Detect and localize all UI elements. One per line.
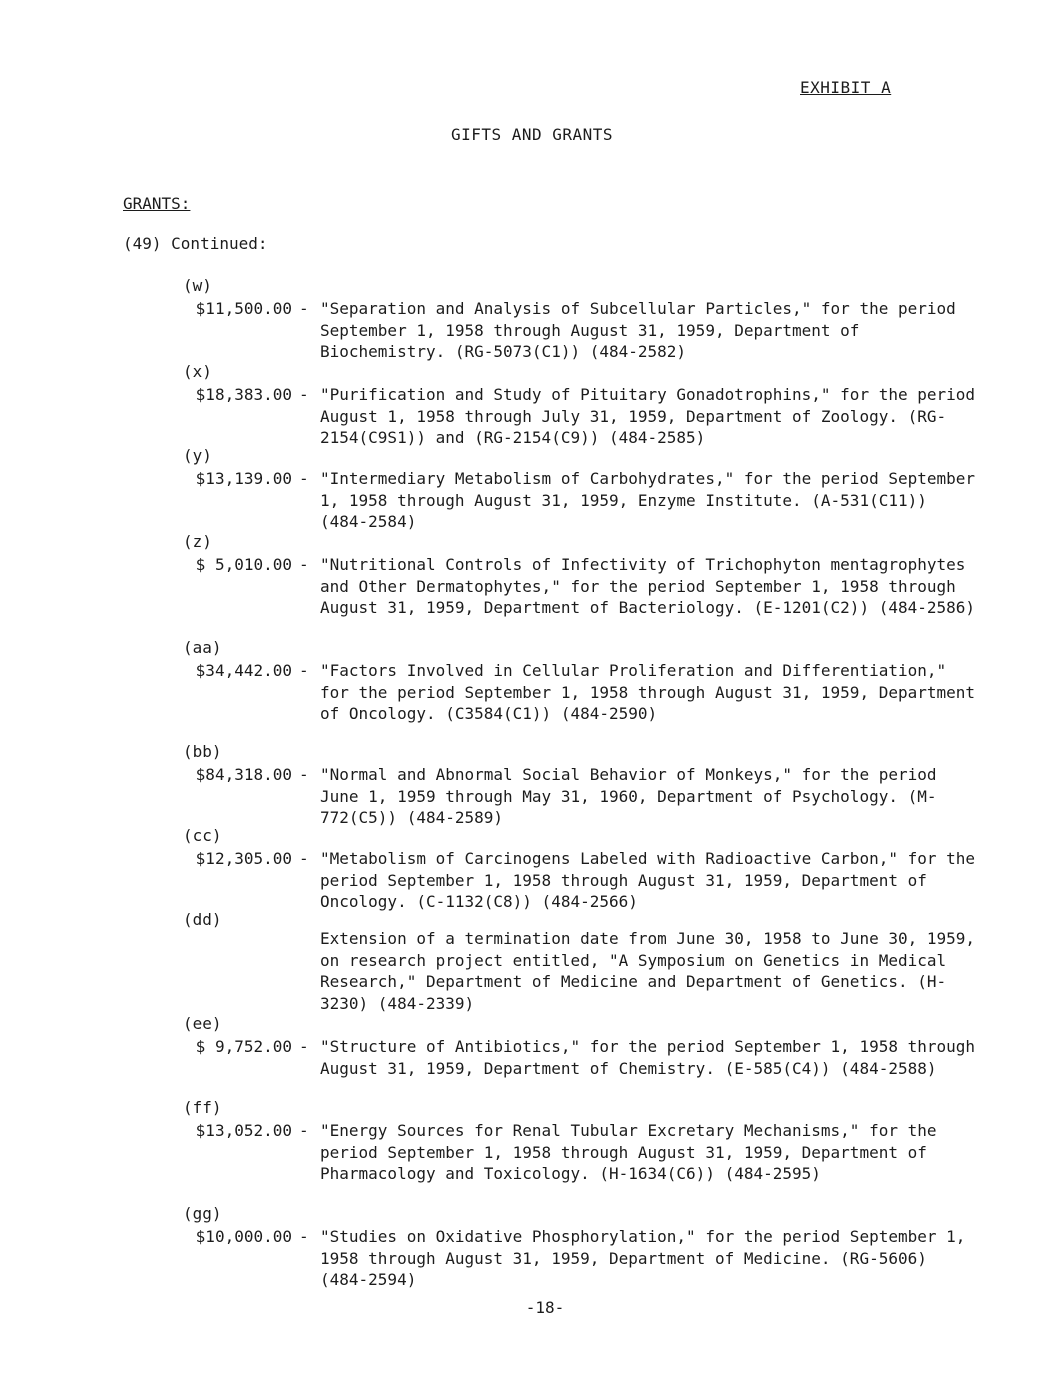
entry-description: "Factors Involved in Cellular Proliferation and Differentiation," for the period September 1, 1958 through August 31, 1959, Department of Oncology. (C3584(C1)) (484-2590) bbox=[320, 661, 976, 723]
entry-description: "Energy Sources for Renal Tubular Excretary Mechanisms," for the period September 1, 1958 through August 31, 1959, Department of Pharmacology and Toxicology. (H-1634(C6)) (484-2595) bbox=[320, 1121, 937, 1183]
entry-dash: - bbox=[299, 849, 309, 868]
section-heading: GRANTS: bbox=[123, 194, 191, 213]
entry-dash: - bbox=[299, 555, 309, 574]
entry-letter: (bb) bbox=[183, 742, 222, 761]
entry-amount: $12,305.00 bbox=[195, 849, 292, 868]
entry-dash: - bbox=[299, 1227, 309, 1246]
entry-dash: - bbox=[299, 1037, 309, 1056]
entry-dash: - bbox=[299, 765, 309, 784]
entry-letter: (z) bbox=[183, 532, 212, 551]
entry-letter: (w) bbox=[183, 276, 212, 295]
entry-amount: $ 9,752.00 bbox=[195, 1037, 292, 1056]
entry-dash: - bbox=[299, 661, 309, 680]
entry-letter: (y) bbox=[183, 446, 212, 465]
entry-amount: $18,383.00 bbox=[195, 385, 292, 404]
entry-description: "Separation and Analysis of Subcellular Particles," for the period September 1, 1958 through August 31, 1959, Department of Biochemistry. (RG-5073(C1)) (484-2582) bbox=[320, 299, 956, 361]
entry-letter: (cc) bbox=[183, 826, 222, 845]
entry-dash: - bbox=[299, 299, 309, 318]
entry-amount: $11,500.00 bbox=[195, 299, 292, 318]
entry-letter: (aa) bbox=[183, 638, 222, 657]
exhibit-label: EXHIBIT A bbox=[800, 78, 892, 97]
entry-dash: - bbox=[299, 385, 309, 404]
entry-amount: $13,052.00 bbox=[195, 1121, 292, 1140]
entry-description: "Nutritional Controls of Infectivity of Trichophyton mentagrophytes and Other Dermatophytes," for the period September 1, 1958 through August 31, 1959, Department of Bacteriology. (E-1201(C2)) (484-2586) bbox=[320, 555, 976, 617]
entry-amount: $10,000.00 bbox=[195, 1227, 292, 1246]
entry-letter: (gg) bbox=[183, 1204, 222, 1223]
entry-letter: (dd) bbox=[183, 910, 222, 929]
entry-amount: $13,139.00 bbox=[195, 469, 292, 488]
entry-letter: (x) bbox=[183, 362, 212, 381]
entry-description: "Intermediary Metabolism of Carbohydrates," for the period September 1, 1958 through August 31, 1959, Enzyme Institute. (A-531(C11)) (484-2584) bbox=[320, 469, 976, 531]
entry-letter: (ff) bbox=[183, 1098, 222, 1117]
continued-label: (49) Continued: bbox=[123, 234, 268, 253]
entry-description: "Structure of Antibiotics," for the period September 1, 1958 through August 31, 1959, Department of Chemistry. (E-585(C4)) (484-2588) bbox=[320, 1037, 976, 1078]
entry-description: "Purification and Study of Pituitary Gonadotrophins," for the period August 1, 1958 through July 31, 1959, Department of Zoology. (RG-2154(C9S1)) and (RG-2154(C9)) (484-2585) bbox=[320, 385, 976, 447]
entry-letter: (ee) bbox=[183, 1014, 222, 1033]
entry-amount: $84,318.00 bbox=[195, 765, 292, 784]
entry-description: Extension of a termination date from June 30, 1958 to June 30, 1959, on research project entitled, "A Symposium on Genetics in Medical Research," Department of Medicine and Department of Genetics. (H-3230) (484-2339) bbox=[320, 929, 976, 1013]
page-number: -18- bbox=[525, 1298, 565, 1317]
entry-amount: $34,442.00 bbox=[195, 661, 292, 680]
entry-dash: - bbox=[299, 1121, 309, 1140]
entry-dash: - bbox=[299, 469, 309, 488]
entry-description: "Metabolism of Carcinogens Labeled with Radioactive Carbon," for the period September 1, 1958 through August 31, 1959, Department of Oncology. (C-1132(C8)) (484-2566) bbox=[320, 849, 976, 911]
entry-description: "Normal and Abnormal Social Behavior of Monkeys," for the period June 1, 1959 through May 31, 1960, Department of Psychology. (M-772(C5)) (484-2589) bbox=[320, 765, 937, 827]
entry-description: "Studies on Oxidative Phosphorylation," for the period September 1, 1958 through August 31, 1959, Department of Medicine. (RG-5606) (484-2594) bbox=[320, 1227, 966, 1289]
entry-amount: $ 5,010.00 bbox=[195, 555, 292, 574]
page-title: GIFTS AND GRANTS bbox=[450, 125, 614, 144]
